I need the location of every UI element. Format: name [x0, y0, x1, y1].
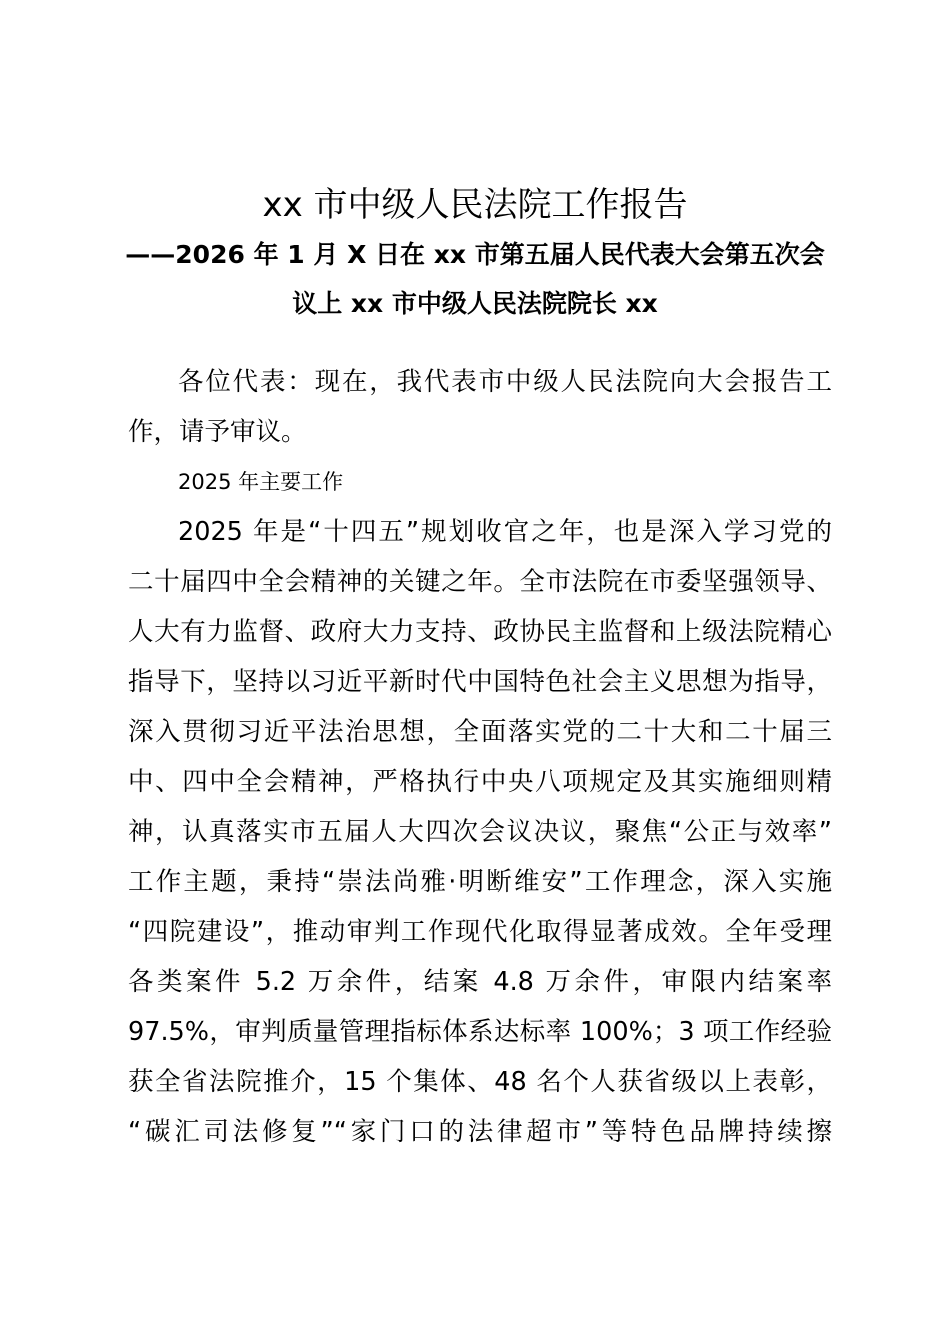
paragraph-line: 人大有力监督、政府大力支持、政协民主监督和上级法院精心 [128, 617, 832, 647]
paragraph-line: 获全省法院推介，15 个集体、48 名个人获省级以上表彰， [128, 1067, 832, 1097]
paragraph-line: “四院建设”，推动审判工作现代化取得显著成效。全年受理 [128, 917, 832, 947]
paragraph-line: 神，认真落实市五届人大四次会议决议，聚焦“公正与效率” [128, 817, 832, 847]
paragraph-line: 97.5%，审判质量管理指标体系达标率 100%；3 项工作经验 [128, 1017, 832, 1047]
paragraph-line: 中、四中全会精神，严格执行中央八项规定及其实施细则精 [128, 767, 832, 797]
paragraph-line: 指导下，坚持以习近平新时代中国特色社会主义思想为指导， [128, 667, 832, 697]
paragraph-line: “碳汇司法修复”“家门口的法律超市”等特色品牌持续擦 [128, 1117, 832, 1147]
greeting-line-2: 作，请予审议。 [128, 417, 307, 447]
paragraph-line: 二十届四中全会精神的关键之年。全市法院在市委坚强领导、 [128, 567, 832, 597]
paragraph-line: 工作主题，秉持“崇法尚雅·明断维安”工作理念，深入实施 [128, 867, 832, 897]
report-title: xx 市中级人民法院工作报告 [262, 185, 688, 225]
paragraph-line: 2025 年是“十四五”规划收官之年，也是深入学习党的 [178, 517, 832, 547]
section-heading: 2025 年主要工作 [178, 470, 344, 494]
report-subtitle-line-2: 议上 xx 市中级人民法院院长 xx [292, 289, 658, 318]
paragraph-line: 各类案件 5.2 万余件，结案 4.8 万余件，审限内结案率 [128, 967, 832, 997]
report-body [128, 362, 832, 1162]
report-subtitle-line-1: ——2026 年 1 月 X 日在 xx 市第五届人民代表大会第五次会 [125, 240, 825, 269]
paragraph-line: 深入贯彻习近平法治思想，全面落实党的二十大和二十届三 [128, 717, 832, 747]
greeting-line-1: 各位代表：现在，我代表市中级人民法院向大会报告工 [178, 367, 832, 397]
